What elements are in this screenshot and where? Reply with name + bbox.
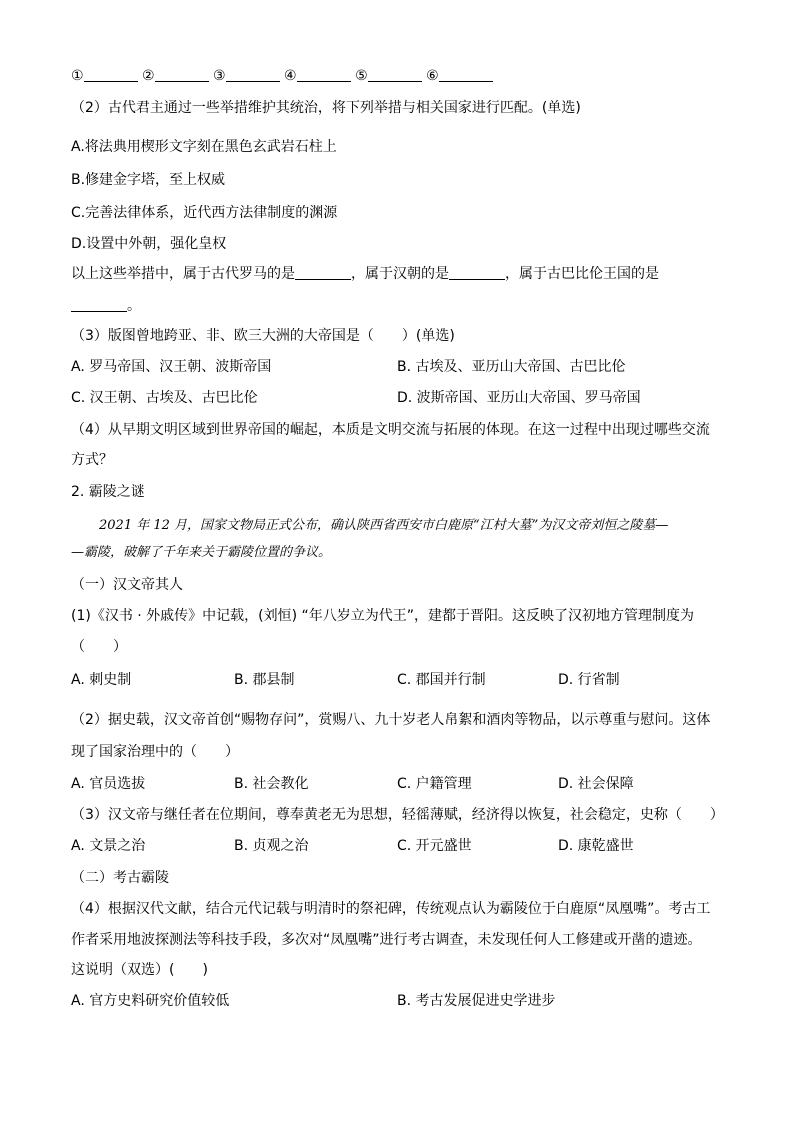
answer-blank-2[interactable] xyxy=(155,66,209,82)
answer-blank-6[interactable] xyxy=(439,66,493,82)
s2-q4-line-2: 作者采用地波探测法等科技手段，多次对“凤凰嘴”进行考古调查，未发现任何人工修建或开凿的遗迹。 xyxy=(71,932,702,948)
part1-heading: （一）汉文帝其人 xyxy=(71,577,183,593)
blank-label-5: ⑤ xyxy=(355,68,368,84)
blank-label-2: ② xyxy=(142,68,155,84)
q3-option-b: B. 古埃及、亚历山大帝国、古巴比伦 xyxy=(397,359,626,375)
s2-q1-option-b: B. 郡县制 xyxy=(234,672,295,688)
s2-q4-line-3: 这说明（双选）( ) xyxy=(71,962,208,978)
s2-q2-option-c: C. 户籍管理 xyxy=(397,776,472,792)
q2-match-line-2 xyxy=(71,296,141,316)
s2-q4-option-a: A. 官方史料研究价值较低 xyxy=(71,993,230,1009)
q2-option-c: C.完善法律体系，近代西方法律制度的渊源 xyxy=(71,205,338,221)
s2-q2-option-a: A. 官员选拔 xyxy=(71,776,146,792)
s2-q3-option-a: A. 文景之治 xyxy=(71,838,146,854)
q3-stem: （3）版图曾地跨亚、非、欧三大洲的大帝国是（ ）(单选) xyxy=(71,328,455,344)
s2-q4-line-1: （4）根据汉代文献，结合元代记载与明清时的祭祀碑，传统观点认为霸陵位于白鹿原“凤凰嘴”。考古工 xyxy=(71,901,711,917)
blank-label-6: ⑥ xyxy=(426,68,439,84)
s2-q4-option-b: B. 考古发展促进史学进步 xyxy=(397,993,556,1009)
q2-match-c: ，属于古巴比伦王国的是 xyxy=(505,266,659,282)
answer-blank-3[interactable] xyxy=(226,66,280,82)
blank-label-3: ③ xyxy=(213,68,226,84)
s2-q1-option-c: C. 郡国并行制 xyxy=(397,672,486,688)
blank-label-1: ① xyxy=(71,68,84,84)
q2-option-d: D.设置中外朝，强化皇权 xyxy=(71,236,227,252)
q2-blank-babylon[interactable] xyxy=(71,296,127,312)
s2-q1-option-d: D. 行省制 xyxy=(558,672,620,688)
s2-q3-option-b: B. 贞观之治 xyxy=(234,838,309,854)
q2-match-a: 以上这些举措中，属于古代罗马的是 xyxy=(71,266,295,282)
answer-blank-4[interactable] xyxy=(297,66,351,82)
part2-heading: （二）考古霸陵 xyxy=(71,870,169,886)
s2-q3-line-1: （3）汉文帝与继任者在位期间，尊奉黄老无为思想，轻徭薄赋，经济得以恢复，社会稳定，史称（ ） xyxy=(71,807,724,823)
section2-passage xyxy=(71,512,726,566)
answer-blank-1[interactable] xyxy=(84,66,138,82)
q2-option-a: A.将法典用楔形文字刻在黑色玄武岩石柱上 xyxy=(71,139,337,155)
passage-line-1: 2021 年 12 月，国家文物局正式公布，确认陕西省西安市白鹿原“江村大墓”为汉文帝刘恒之陵墓— xyxy=(99,518,669,533)
passage-line-2: —霸陵，破解了千年来关于霸陵位置的争议。 xyxy=(71,545,332,560)
s2-q1-line-1: (1)《汉书 · 外戚传》中记载，(刘恒) “年八岁立为代王”，建都于晋阳。这反映了汉初地方管理制度为 xyxy=(71,608,695,624)
q3-option-c: C. 汉王朝、古埃及、古巴比伦 xyxy=(71,390,258,406)
q4-line-2: 方式？ xyxy=(71,452,113,468)
s2-q3-option-c: C. 开元盛世 xyxy=(397,838,472,854)
section2-title: 2. 霸陵之谜 xyxy=(71,484,145,500)
answer-blank-5[interactable] xyxy=(368,66,422,82)
s2-q2-line-1: （2）据史载，汉文帝首创“赐物存问”，赏赐八、九十岁老人帛絮和酒肉等物品，以示尊重与慰问。这体 xyxy=(71,712,711,728)
q2-stem: （2）古代君主通过一些举措维护其统治，将下列举措与相关国家进行匹配。(单选) xyxy=(71,100,581,116)
blank-label-4: ④ xyxy=(284,68,297,84)
q2-match-line xyxy=(71,264,659,284)
q2-match-b: ，属于汉朝的是 xyxy=(351,266,449,282)
s2-q1-line-2: （ ） xyxy=(71,639,127,655)
answer-blanks-row xyxy=(71,66,493,86)
s2-q1-option-a: A. 刺史制 xyxy=(71,672,132,688)
q4-line-1: （4）从早期文明区域到世界帝国的崛起，本质是文明交流与拓展的体现。在这一过程中出现过哪些交流 xyxy=(71,422,710,438)
q2-match-end: 。 xyxy=(127,298,141,314)
s2-q3-option-d: D. 康乾盛世 xyxy=(558,838,634,854)
q3-option-d: D. 波斯帝国、亚历山大帝国、罗马帝国 xyxy=(397,390,641,406)
q2-option-b: B.修建金字塔，至上权威 xyxy=(71,172,226,188)
s2-q2-line-2: 现了国家治理中的（ ） xyxy=(71,744,239,760)
q2-blank-han[interactable] xyxy=(449,264,505,280)
q3-option-a: A. 罗马帝国、汉王朝、波斯帝国 xyxy=(71,359,272,375)
s2-q2-option-b: B. 社会教化 xyxy=(234,776,309,792)
s2-q2-option-d: D. 社会保障 xyxy=(558,776,634,792)
q2-blank-rome[interactable] xyxy=(295,264,351,280)
